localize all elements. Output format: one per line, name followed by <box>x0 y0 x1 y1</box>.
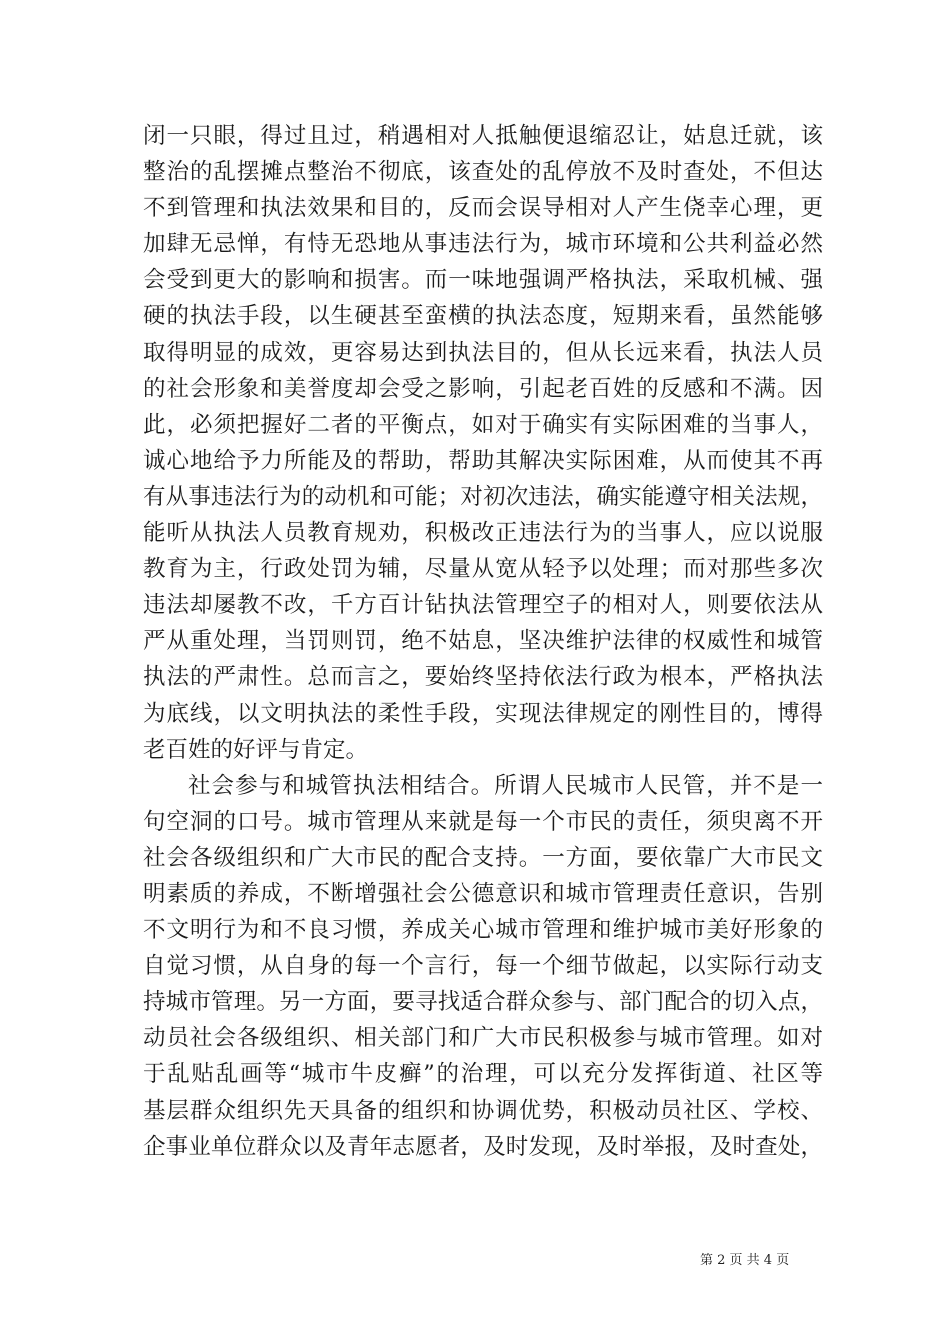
text-line: 闭一只眼，得过且过，稍遇相对人抵触便退缩忍让，姑息迁就，该 <box>143 123 823 149</box>
text-line: 为底线，以文明执法的柔性手段，实现法律规定的刚性目的，博得 <box>143 700 823 727</box>
text-line: 持城市管理。另一方面，要寻找适合群众参与、部门配合的切入点， <box>143 989 823 1016</box>
document-body <box>143 118 823 1165</box>
text-line: 违法却屡教不改，千方百计钻执法管理空子的相对人，则要依法从 <box>143 592 823 619</box>
page-number-footer: 第 2 页 共 4 页 <box>700 1253 790 1268</box>
paragraph-2 <box>143 768 823 1165</box>
text-line: 取得明显的成效，更容易达到执法目的，但从长远来看，执法人员 <box>143 339 823 366</box>
text-line: 教育为主，行政处罚为辅，尽量从宽从轻予以处理；而对那些多次 <box>143 556 823 583</box>
text-line: 社会各级组织和广大市民的配合支持。一方面，要依靠广大市民文 <box>143 844 823 871</box>
text-line: 能听从执法人员教育规劝，积极改正违法行为的当事人，应以说服 <box>143 520 823 547</box>
text-line: 加肆无忌惮，有恃无恐地从事违法行为，城市环境和公共利益必然 <box>143 231 823 258</box>
text-line: 明素质的养成，不断增强社会公德意识和城市管理责任意识，告别 <box>143 880 823 907</box>
text-line: 句空洞的口号。城市管理从来就是每一个市民的责任，须臾离不开 <box>143 808 823 835</box>
text-line: 企事业单位群众以及青年志愿者，及时发现，及时举报，及时查处， <box>143 1133 823 1160</box>
text-line: 老百姓的好评与肯定。 <box>143 736 369 763</box>
text-line: 硬的执法手段，以生硬甚至蛮横的执法态度，短期来看，虽然能够 <box>143 303 823 330</box>
text-line: 此，必须把握好二者的平衡点，如对于确实有实际困难的当事人， <box>143 411 823 438</box>
text-line: 诚心地给予力所能及的帮助，帮助其解决实际困难，从而使其不再 <box>143 447 823 474</box>
text-line: 不到管理和执法效果和目的，反而会误导相对人产生侥幸心理，更 <box>143 195 823 222</box>
text-line: 不文明行为和不良习惯，养成关心城市管理和维护城市美好形象的 <box>143 917 823 944</box>
text-line: 基层群众组织先天具备的组织和协调优势，积极动员社区、学校、 <box>143 1097 823 1124</box>
text-line: 有从事违法行为的动机和可能；对初次违法，确实能遵守相关法规， <box>143 483 823 510</box>
text-line: 整治的乱摆摊点整治不彻底，该查处的乱停放不及时查处，不但达 <box>143 159 823 186</box>
text-line: 自觉习惯，从自身的每一个言行，每一个细节做起，以实际行动支 <box>143 953 823 980</box>
text-line: 社会参与和城管执法相结合。所谓人民城市人民管，并不是一 <box>188 772 823 799</box>
text-line: 的社会形象和美誉度却会受之影响，引起老百姓的反感和不满。因 <box>143 375 823 402</box>
text-line: 会受到更大的影响和损害。而一味地强调严格执法，采取机械、强 <box>143 267 823 294</box>
paragraph-1 <box>143 118 823 768</box>
text-line: 动员社会各级组织、相关部门和广大市民积极参与城市管理。如对 <box>143 1025 823 1052</box>
text-line: 严从重处理，当罚则罚，绝不姑息，坚决维护法律的权威性和城管 <box>143 628 823 655</box>
text-line: 于乱贴乱画等“城市牛皮癣”的治理，可以充分发挥街道、社区等 <box>143 1061 823 1088</box>
text-line: 执法的严肃性。总而言之，要始终坚持依法行政为根本，严格执法 <box>143 664 823 691</box>
